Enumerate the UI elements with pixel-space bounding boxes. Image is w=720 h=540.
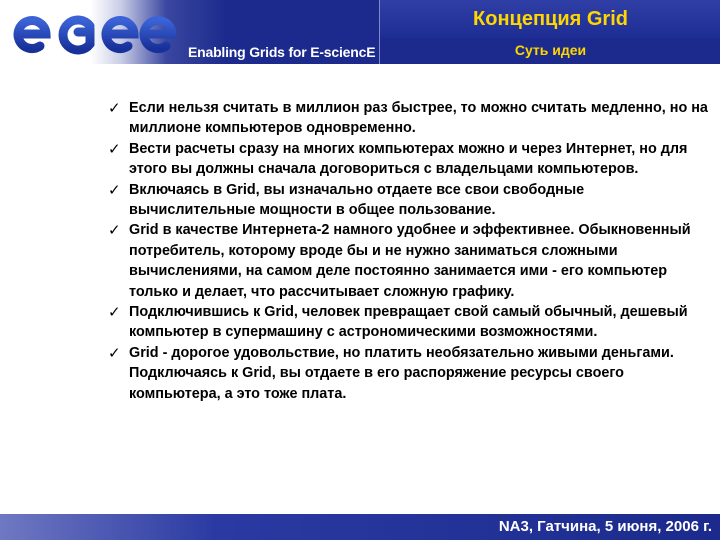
slide-subtitle: Суть идеи (514, 42, 587, 58)
check-mark-icon: ✓ (108, 99, 121, 117)
footer-text: NA3, Гатчина, 5 июня, 2006 г. (498, 518, 712, 535)
slide-header (0, 0, 720, 64)
logo-area (0, 0, 378, 64)
bullet-text: Grid в качестве Интернета-2 намного удобнее и эффективнее. Обыкновенный потребитель, которому вроде бы и не нужно заниматься сложными вычислениями, на самом деле постоянно занимается ими - его компьютер только и делает, что рассчитывает сложную графику. (129, 222, 691, 300)
check-mark-icon: ✓ (108, 343, 121, 362)
bullet-text: Включаясь в Grid, вы изначально отдаете все свои свободные вычислительные мощности в общее пользование. (129, 181, 585, 219)
bullet-text: Подключившись к Grid, человек превращает свой самый обычный, дешевый компьютер в супермашину с астрономическими возможностями. (129, 304, 688, 341)
bullet-item (108, 343, 708, 404)
logo-tagline: Enabling Grids for E-sciencE (188, 44, 376, 60)
slide-title: Концепция Grid (473, 8, 628, 30)
bullet-item (108, 220, 708, 302)
bullet-text: Вести расчеты сразу на многих компьютерах можно и через Интернет, но для этого вы должны сначала договориться с владельцами компьютеров. (129, 140, 688, 178)
bullet-item (108, 180, 708, 221)
check-mark-icon: ✓ (108, 180, 121, 199)
check-mark-icon: ✓ (108, 139, 121, 158)
bullet-item (108, 139, 708, 180)
bullet-list (108, 98, 708, 404)
slide-footer (0, 514, 720, 540)
bullet-item (108, 98, 708, 139)
bullet-item (108, 302, 708, 343)
egee-logo (6, 4, 176, 62)
title-panel (379, 0, 720, 64)
check-mark-icon: ✓ (108, 303, 121, 322)
bullet-text: Если нельзя считать в миллион раз быстрее, то можно считать медленно, но на миллионе компьютеров одновременно. (129, 100, 708, 137)
check-mark-icon: ✓ (108, 221, 121, 240)
bullet-text: Grid - дорогое удовольствие, но платить необязательно живыми деньгами. Подключаясь к Grid, вы отдаете в его распоряжение ресурсы своего компьютера, а это тоже плата. (129, 344, 674, 402)
